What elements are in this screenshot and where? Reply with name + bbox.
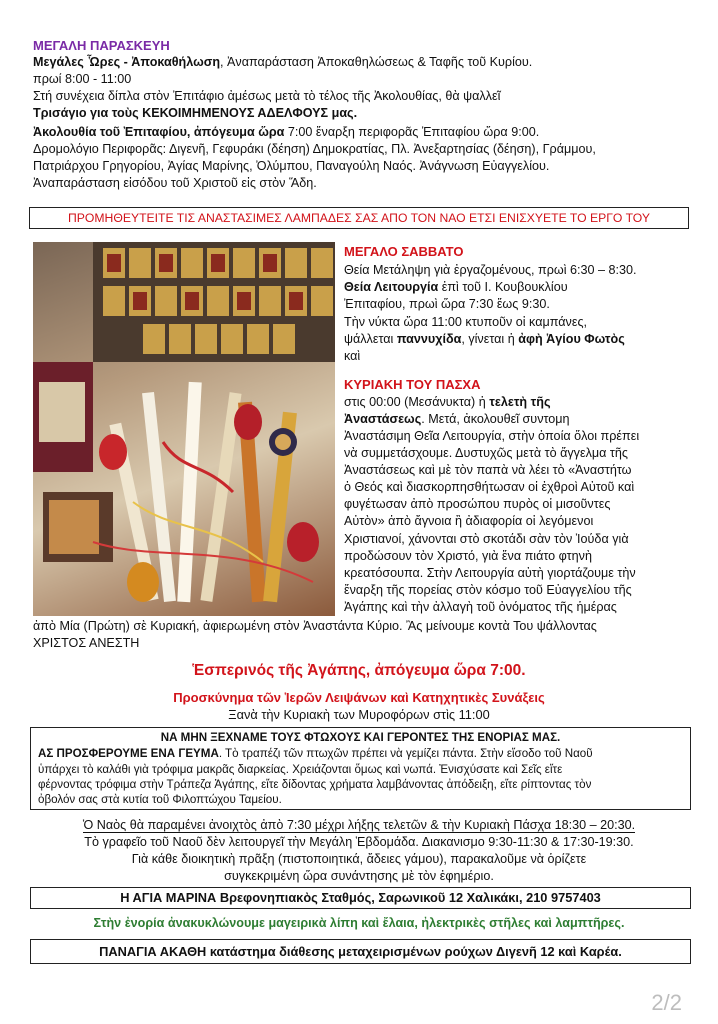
hours-line-4: συγκεκριμένη ὥρα συνάντησης μὲ τὸν ἐφημέριο. [224,869,494,883]
friday-line-5 [33,124,539,140]
saturday-line-6: καὶ [344,349,361,363]
saturday-line5-b: παννυχίδα [396,332,462,346]
candles-banner: ΠΡΟΜΗΘΕΥΤΕΙΤΕ ΤΙΣ ΑΝΑΣΤΑΣΙΜΕΣ ΛΑΜΠΑΔΕΣ ΣΑΣ ΑΠΟ ΤΟΝ ΝΑΟ ΕΤΣΙ ΕΝΙΣΧΥΕΤΕ ΤΟ ΕΡΓΟ ΤΟΥ [29,207,689,229]
friday-line-1 [33,54,532,70]
saturday-title: ΜΕΓΑΛΟ ΣΑΒΒΑΤΟ [344,244,464,259]
saturday-line-2 [344,279,568,295]
vespers-subtitle: Προσκύνημα τῶν Ἱερῶν Λειψάνων καὶ Κατηχητικὲς Συνάξεις [173,690,545,705]
sunday-body-line: προδώσουν τὸν Χριστό, γιὰ ἕνα πιάτο φτηνὴ [344,549,592,563]
charity-line1-bold: ΑΣ ΠΡΟΣΦΕΡΟΥΜΕ ΕΝΑ ΓΕΥΜΑ [38,747,219,760]
sunday-body-line: Χριστιανοί, χάνονται στὸ σκοτάδι σὰν τὸν Ἰούδα γιὰ [344,532,629,546]
charity-line1-rest: . Τὸ τραπέζι τῶν πτωχῶν πρέπει νὰ γεμίζει πάντα. Στὴν εἴσοδο τοῦ Ναοῦ [218,747,593,760]
friday-line-4: Τρισάγιο για τοὺς ΚΕΚΟΙΜΗΜΕΝΟΥΣ ΑΔΕΛΦΟΥΣ μας. [33,106,358,120]
friday-line1-bold: Μεγάλες Ὧρες - Ἀποκαθήλωση [33,55,221,69]
sunday-line-2 [344,411,570,427]
sunday-line-1 [344,394,551,410]
friday-line-6: Δρομολόγιο Περιφορᾶς: Διγενῆ, Γεφυράκι (δέηση) Δημοκρατίας, Πλ. Ἀνεξαρτησίας (δέηση), Γράμμου, [33,142,596,156]
sunday-body-line: ὁ Θεός καὶ διασκορπησθήτωσαν οἱ ἐχθροὶ Αὐτοῦ καὶ [344,480,635,494]
saturday-line-4: Τὴν νύκτα ὥρα 11:00 κτυποῦν οἱ καμπάνες, [344,315,588,329]
shop-box [30,939,691,964]
sunday-body-line: Αὐτὸν» ἀπὸ ἄγνοια ἢ ἀδιαφορία οἱ λεγόμενοι [344,514,594,528]
hours-line-1 [0,818,718,832]
sunday-line1-a: στις 00:00 (Μεσάνυκτα) ἡ [344,395,490,409]
address-text: Η ΑΓΙΑ ΜΑΡΙΝΑ Βρεφονηπιακὸς Σταθμός, Σαρωνικοῦ 12 Χαλικάκι, 210 9757403 [120,890,601,905]
charity-line-3: φέρνοντας τρόφιμα στὴν Τράπεζα Ἀγάπης, εἴτε δίδοντας χρήματα λαμβάνοντας ἀπόδειξη, εἴτε ρίπτοντας τὸν [38,778,592,791]
candles-illustration [33,242,335,616]
sunday-line2-a: Ἀναστάσεως [344,412,422,426]
hours-line-2: Τὸ γραφεῖο τοῦ Ναοῦ δὲν λειτουργεῖ τὴν Μεγάλη Ἑβδομάδα. Διακανισμο 9:30-11:30 & 17:30-19:30. [84,835,634,849]
saturday-line5-c: , γίνεται ἡ [461,332,519,346]
charity-line-4: ὀβολόν σας στὰ κυτία τοῦ Φιλοπτώχου Ταμείου. [38,793,282,806]
vespers-title: Ἑσπερινός τῆς Ἀγάπης, ἀπόγευμα ὥρα 7:00. [192,662,526,679]
sunday-body-line: Ἀναστάσεως καὶ μὲ τὸν παπὰ νὰ λέει τὸ «Ἀναστήτω [344,463,632,477]
saturday-line5-d: ἀφὴ Ἁγίου Φωτὸς [518,332,625,346]
hours-line-3: Γιὰ κάθε διοικητικὴ πρᾶξη (πιστοποιητικά, ἄδειες γάμου), παρακαλοῦμε νὰ ὁρίζετε [131,852,587,866]
sunday-body-line: Ἀναστάσιμη Θεῖα Λειτουργία, στὴν ὁποία ὅλοι πρέπει [344,429,640,443]
sunday-line1-b: τελετὴ τῆς [489,395,551,409]
saturday-line-3: Ἐπιταφίου, πρωὶ ὥρα 7:30 ἕως 9:30. [344,297,550,311]
shop-text: ΠΑΝΑΓΙΑ ΑΚΑΘΗ κατάστημα διάθεσης μεταχειρισμένων ρούχων Διγενῆ 12 καὶ Καρέα. [99,944,622,959]
saturday-line2-rest: ἐπὶ τοῦ Ι. Κουβουκλίου [438,280,568,294]
friday-line-8: Ἀναπαράσταση εἰσόδου τοῦ Χριστοῦ εἰς στὸν Ἅδη. [33,176,317,190]
saturday-line5-a: ψάλλεται [344,332,397,346]
candles-photo [33,242,335,616]
sunday-body-line: νὰ συμμετάσχουμε. Δυστυχῶς μετὰ τὸ ἄγγελμα τῆς [344,446,628,460]
friday-line-2: πρωί 8:00 - 11:00 [33,72,132,86]
friday-line-3: Στή συνέχεια δίπλα στὸν Ἐπιτάφιο ἀμέσως μετὰ τὸ τέλος τῆς Ἀκολουθίας, θὰ ψαλλεῖ [33,89,501,103]
address-box [30,887,691,909]
sunday-body-line: κρεατόσουπα. Στὴν Λειτουργία αὐτὴ γιορτάζουμε τὴν [344,566,636,580]
charity-box [30,727,691,810]
saturday-line-5 [344,331,625,347]
hours-line1-text: Ὁ Ναὸς θὰ παραμένει ἀνοιχτὸς ἀπὸ 7:30 μέχρι λήξης τελετῶν & τὴν Κυριακὴ Πάσχα 18:30 – 20:30. [82,818,636,832]
page-number: 2/2 [651,990,682,1015]
sunday-line2-b: . Μετά, ἀκολουθεῖ συντομη [421,412,570,426]
sunday-full-line-1: ἀπὸ Μία (Πρώτη) σὲ Κυριακή, ἀφιερωμένη στὸν Ἀναστάντα Κύριο. Ἂς μείνουμε κοντὰ Του ψάλλοντας [33,619,597,633]
saturday-line-1: Θεία Μετάληψη γιὰ ἐργαζομένους, πρωὶ 6:30 – 8:30. [344,263,637,277]
friday-line1-rest: , Ἀναπαράσταση Ἀποκαθηλώσεως & Ταφῆς τοῦ Κυρίου. [220,55,533,69]
vespers-note: Ξανὰ τὴν Κυριακὴ των Μυροφόρων στὶς 11:00 [228,707,490,722]
friday-line5-bold: Ἀκολουθία τοῦ Ἐπιταφίου, ἀπόγευμα ὥρα [33,125,285,139]
sunday-title: ΚΥΡΙΑΚΗ ΤΟΥ ΠΑΣΧΑ [344,377,481,392]
sunday-body-line: ἔναρξη τῆς πορείας στὸν κόσμο τοῦ Εὐαγγελίου τῆς [344,583,632,597]
recycle-text: Στὴν ἐνορία ἀνακυκλώνουμε μαγειρικὰ λίπη καὶ ἔλαια, ἠλεκτρικὲς στῆλες καὶ λαμπτῆρες. [93,916,625,930]
saturday-line2-bold: Θεία Λειτουργία [344,280,439,294]
sunday-body-line: φυγέτωσαν ἀπὸ προσώπου πυρὸς οἱ μισοῦντες [344,497,611,511]
friday-line5-rest: 7:00 ἔναρξη περιφορᾶς Ἐπιταφίου ὥρα 9:00. [284,125,540,139]
friday-title: ΜΕΓΑΛΗ ΠΑΡΑΣΚΕΥΗ [33,38,170,53]
charity-line-2: ὑπάρχει τὸ καλάθι γιὰ τρόφιμα μακρᾶς διαρκείας. Χρειάζονται ὅμως καὶ νωπά. Ἐνισχύσατε καὶ Σεῖς εἴτε [38,763,563,776]
friday-line-7: Πατριάρχου Γρηγορίου, Ἀγίας Μαρίνης, Ὀλύμπου, Παναγούλη Ναός. Ἀνάγνωση Εὐαγγελίου. [33,159,550,173]
charity-line-1 [38,747,593,760]
sunday-body-line: Ἀγάπης καὶ τὴν ἀλλαγὴ τοῦ ὀνόματος τῆς ἡμέρας [344,600,617,614]
charity-title: ΝΑ ΜΗΝ ΞΕΧΝΑΜΕ ΤΟΥΣ ΦΤΩΧΟΥΣ ΚΑΙ ΓΕΡΟΝΤΕΣ ΤΗΣ ΕΝΟΡΙΑΣ ΜΑΣ. [160,731,561,744]
sunday-full-line-2: ΧΡΙΣΤΟΣ ΑΝΕΣΤΗ [33,636,140,650]
